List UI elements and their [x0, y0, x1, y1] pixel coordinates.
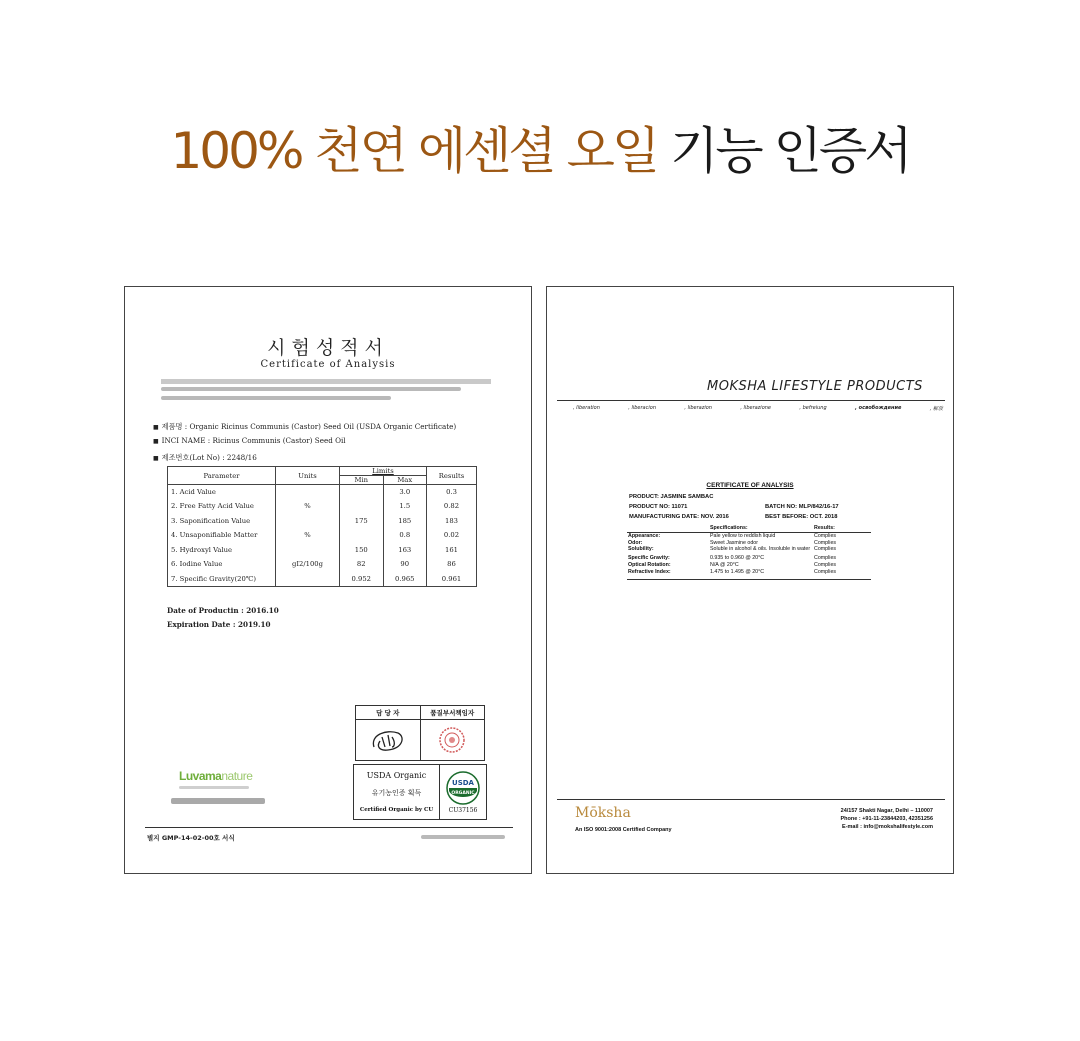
organic-certified-label: 유기농인증 획득: [371, 789, 422, 798]
blurred-company-line: [161, 387, 461, 391]
table-row: 4. Unsaponifiable Matter % 0.8 0.02: [168, 528, 477, 543]
product-number: PRODUCT NO: 11071: [629, 504, 688, 510]
inci-name-line: ■ INCI NAME : Ricinus Communis (Castor) Seed Oil: [153, 436, 346, 445]
col-results: Results: [427, 467, 477, 485]
company-contact: [841, 807, 934, 831]
production-date: Date of Productin : 2016.10: [167, 606, 279, 615]
usda-organic-label: USDA Organic: [366, 771, 427, 781]
lot-number-line: ■ 제조번호(Lot No) : 2248/16: [153, 453, 257, 462]
table-row: Specific Gravity: 0.935 to 0.960 @ 20°C Complies: [628, 555, 837, 562]
col-max: Max: [383, 476, 427, 485]
page-headline: [0, 118, 1080, 184]
table-row: Appearance: Pale yellow to reddish liquid Complies: [628, 532, 837, 539]
table-row: 1. Acid Value 3.0 0.3: [168, 485, 477, 500]
manufacturing-date: MANUFACTURING DATE: NOV. 2016: [629, 514, 729, 520]
table-row: 7. Specific Gravity(20℃) 0.952 0.965 0.961: [168, 572, 477, 587]
spec-header-row: Specifications: Results:: [627, 525, 871, 532]
col-units: Units: [276, 467, 340, 485]
table-row: 3. Saponification Value 175 185 183: [168, 514, 477, 529]
svg-text:USDA: USDA: [452, 778, 474, 787]
col-parameter: Parameter: [168, 467, 276, 485]
moksha-logo: Mōksha: [575, 805, 631, 821]
signature-box: [355, 705, 485, 761]
coa-title: CERTIFICATE OF ANALYSIS: [706, 482, 794, 489]
sign-header-manager: 담 당 자: [356, 706, 421, 719]
moksha-header: MOKSHA LIFESTYLE PRODUCTS: [707, 379, 923, 394]
analysis-table: [167, 466, 477, 587]
batch-number: BATCH NO: MLP/842/16-17: [765, 504, 839, 510]
svg-text:ORGANIC: ORGANIC: [451, 790, 475, 796]
col-limits: Limits: [340, 467, 427, 476]
product-name-line: ■ 제품명 : Organic Ricinus Communis (Castor) Seed Oil (USDA Organic Certificate): [153, 422, 457, 431]
best-before-date: BEST BEFORE: OCT. 2018: [765, 514, 838, 520]
product-name: PRODUCT: JASMINE SAMBAC: [629, 494, 714, 500]
certified-by-label: Certified Organic by CU: [359, 806, 434, 813]
usda-seal-icon: [446, 771, 480, 805]
table-row: Odor: Sweet Jasmine odor Complies: [628, 539, 837, 546]
headline-rest: 기능 인증서: [657, 122, 910, 180]
blurred-brand-tagline: [179, 786, 249, 789]
footer-rule: [557, 799, 945, 800]
table-row: 5. Hydroxyl Value 150 163 161: [168, 543, 477, 558]
certificate-castor-oil: [124, 286, 532, 874]
handwritten-signature: [356, 720, 421, 760]
usda-organic-box: [353, 764, 487, 820]
col-min: Min: [340, 476, 384, 485]
company-phone: Phone : +91-11-23844203, 42351256: [840, 816, 933, 822]
header-rule: [557, 400, 945, 401]
specification-table: [627, 525, 871, 580]
certificate-jasmine-oil: [546, 286, 954, 874]
table-row: 6. Iodine Value gI2/100g 82 90 86: [168, 557, 477, 572]
title-rule: [161, 379, 491, 384]
table-row: Refractive Index: 1.475 to 1.495 @ 20°C Complies: [627, 569, 871, 579]
iso-certification: An ISO 9001:2008 Certified Company: [575, 827, 672, 833]
table-row: Solubility: Soluble in alcohol & oils. Insoluble in water Complies: [628, 546, 837, 553]
table-row: 2. Free Fatty Acid Value % 1.5 0.82: [168, 499, 477, 514]
company-email: E-mail : info@mokshalifestyle.com: [842, 824, 933, 830]
luvama-logo: Luvamanature: [179, 769, 273, 792]
slogan-bar: , liberation , liberacion , liberazion , liberazione , befreiung , освобождение , 解放: [573, 405, 943, 412]
blurred-footer-company: [421, 835, 505, 839]
doc-title-korean: 시험성적서: [267, 337, 389, 359]
headline-accent: 100% 천연 에센셜 오일: [170, 122, 658, 180]
table-row: Optical Rotation: N/A @ 20°C Complies: [628, 561, 837, 568]
blurred-company-name: [171, 798, 265, 804]
footer-rule: [145, 827, 513, 828]
sign-header-quality: 품질부서책임자: [430, 709, 475, 717]
expiration-date: Expiration Date : 2019.10: [167, 620, 271, 629]
doc-title-english: Certificate of Analysis: [260, 359, 396, 370]
blurred-contact-line: [161, 396, 391, 400]
form-number: 별지 GMP-14-02-00호 서식: [147, 834, 235, 842]
certification-code: CU37156: [448, 806, 478, 814]
company-address: 24/157 Shakti Nagar, Delhi – 110007: [840, 808, 933, 814]
company-seal-stamp: [421, 720, 485, 760]
